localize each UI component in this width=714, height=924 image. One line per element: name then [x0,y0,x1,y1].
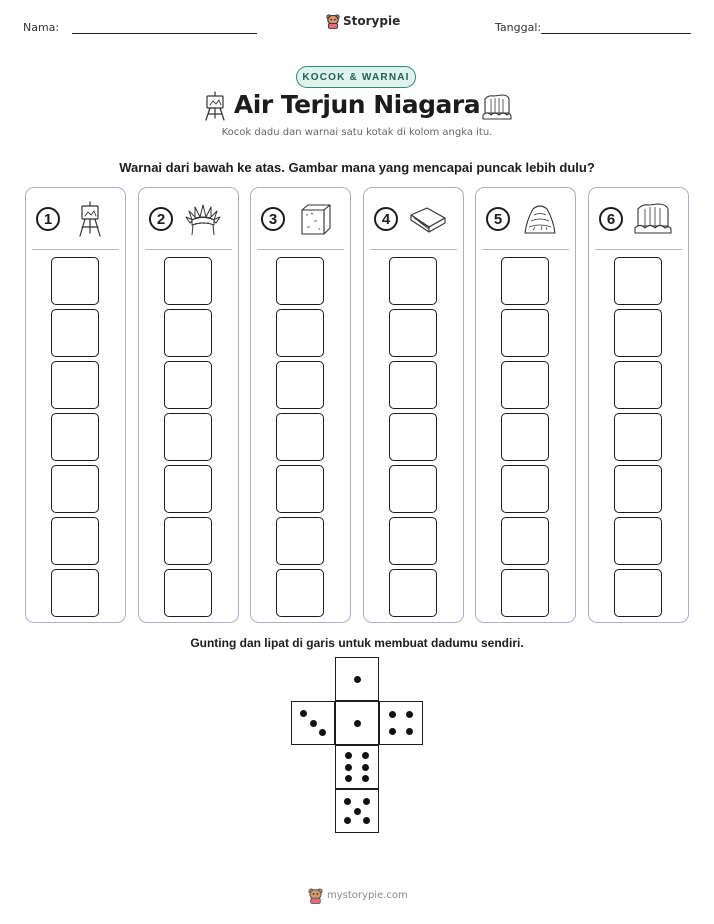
color-box[interactable] [164,361,212,409]
color-box[interactable] [389,257,437,305]
color-box[interactable] [389,465,437,513]
color-box[interactable] [614,361,662,409]
dice-pip [345,764,352,771]
color-box[interactable] [164,257,212,305]
color-box[interactable] [614,257,662,305]
dice-face-4 [379,701,423,745]
color-box[interactable] [389,569,437,617]
dice-pip [319,729,326,736]
dice-pip [354,676,361,683]
footer-url: mystorypie.com [327,890,408,901]
rock-mound-icon [521,201,559,237]
column-5 [475,187,576,623]
dice-pip [363,798,370,805]
dice-pip [354,808,361,815]
dice-pip [362,752,369,759]
color-box[interactable] [276,465,324,513]
color-box[interactable] [51,517,99,565]
color-box[interactable] [614,517,662,565]
color-box[interactable] [614,569,662,617]
color-box[interactable] [164,517,212,565]
footer [308,887,408,904]
dice-face-5 [335,789,379,833]
column-divider [595,249,682,250]
dice-pip [344,798,351,805]
stone-block-icon [296,201,334,237]
name-label: Nama: [23,21,60,34]
color-box[interactable] [164,309,212,357]
color-box[interactable] [51,361,99,409]
column-number: 1 [36,207,60,231]
color-box[interactable] [276,569,324,617]
dice-pip [354,720,361,727]
color-box[interactable] [164,569,212,617]
color-box[interactable] [389,309,437,357]
color-box[interactable] [276,257,324,305]
dice-pip [345,775,352,782]
activity-tag: KOCOK & WARNAI [296,66,416,88]
column-divider [370,249,457,250]
column-divider [482,249,569,250]
dice-pip [344,817,351,824]
headdress-icon [184,201,222,237]
color-box[interactable] [276,361,324,409]
dice-face-3 [291,701,335,745]
waterfall-icon [634,201,672,237]
brand-name: Storypie [343,14,401,28]
date-line[interactable] [541,33,691,34]
color-box[interactable] [389,413,437,461]
column-2 [138,187,239,623]
name-line[interactable] [72,33,257,34]
cut-instruction: Gunting dan lipat di garis untuk membuat dadumu sendiri. [190,636,524,650]
book-icon [409,201,447,237]
color-box[interactable] [501,569,549,617]
color-box[interactable] [164,413,212,461]
brand-logo [326,13,400,29]
color-box[interactable] [164,465,212,513]
column-number: 3 [261,207,285,231]
storypie-mascot-icon [308,887,323,904]
color-box[interactable] [51,569,99,617]
color-box[interactable] [614,309,662,357]
dice-pip [406,711,413,718]
color-box[interactable] [276,517,324,565]
color-box[interactable] [51,309,99,357]
column-1 [25,187,126,623]
dice-face-1 [335,657,379,701]
color-box[interactable] [614,465,662,513]
color-box[interactable] [276,309,324,357]
dice-pip [345,752,352,759]
color-box[interactable] [389,361,437,409]
dice-pip [363,817,370,824]
dice-pip [406,728,413,735]
column-6 [588,187,689,623]
instruction-text: Warnai dari bawah ke atas. Gambar mana yang mencapai puncak lebih dulu? [119,160,595,175]
column-divider [257,249,344,250]
storypie-mascot-icon [326,13,340,29]
color-box[interactable] [276,413,324,461]
dice-face-6 [335,745,379,789]
waterfall-icon [482,93,512,121]
color-box[interactable] [501,309,549,357]
column-number: 2 [149,207,173,231]
column-number: 4 [374,207,398,231]
column-divider [32,249,119,250]
dice-pip [310,720,317,727]
page-title: Air Terjun Niagara [233,90,481,119]
color-box[interactable] [51,413,99,461]
color-box[interactable] [501,361,549,409]
column-divider [145,249,232,250]
color-box[interactable] [51,257,99,305]
column-number: 5 [486,207,510,231]
color-box[interactable] [501,517,549,565]
dice-pip [362,775,369,782]
column-3 [250,187,351,623]
dice-pip [389,711,396,718]
column-number: 6 [599,207,623,231]
color-box[interactable] [389,517,437,565]
color-box[interactable] [501,465,549,513]
color-box[interactable] [614,413,662,461]
dice-face-1 [335,701,379,745]
page-subtitle: Kocok dadu dan warnai satu kotak di kolom angka itu. [221,127,493,138]
dice-pip [362,764,369,771]
color-box[interactable] [501,257,549,305]
easel-icon [71,201,109,237]
color-box[interactable] [501,413,549,461]
date-label: Tanggal: [495,21,542,34]
dice-pip [300,710,307,717]
color-box[interactable] [51,465,99,513]
column-4 [363,187,464,623]
dice-pip [389,728,396,735]
